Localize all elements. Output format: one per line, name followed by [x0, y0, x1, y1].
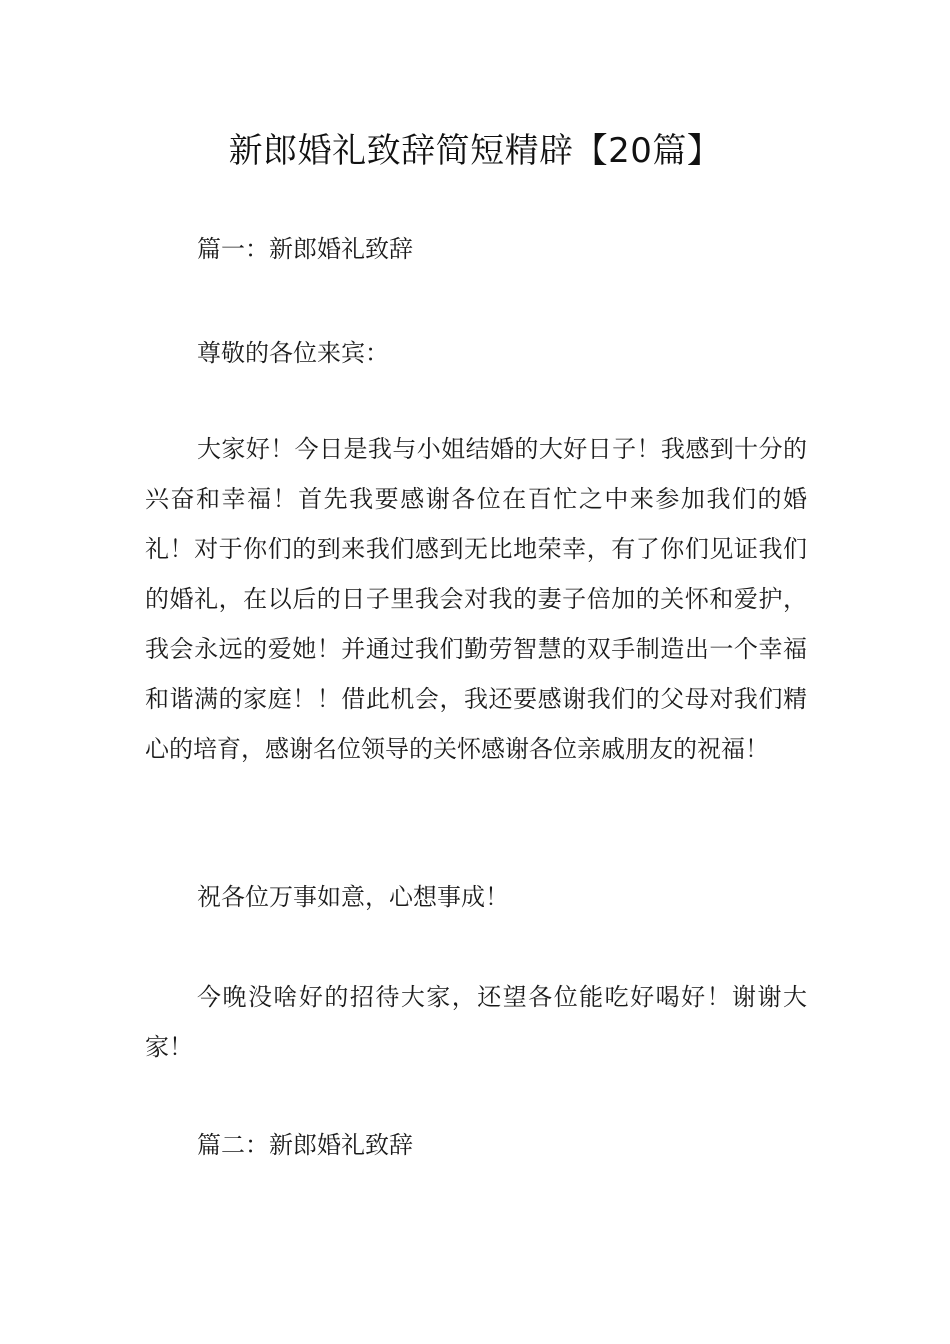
wish-paragraph: 祝各位万事如意，心想事成！: [197, 883, 509, 911]
section-heading-1: 篇一：新郎婚礼致辞: [197, 235, 413, 263]
section-heading-2: 篇二：新郎婚礼致辞: [197, 1131, 413, 1159]
body-paragraph: 大家好！今日是我与小姐结婚的大好日子！我感到十分的兴奋和幸福！首先我要感谢各位在百忙之中来参加我们的婚礼！对于你们的到来我们感到无比地荣幸，有了你们见证我们的婚礼，在以后的日子里我会对我的妻子倍加的关怀和爱护，我会永远的爱她！并通过我们勤劳智慧的双手制造出一个幸福和谐满的家庭！！借此机会，我还要感谢我们的父母对我们精心的培育，感谢名位领导的关怀感谢各位亲戚朋友的祝福！: [145, 435, 807, 763]
thanks-paragraph: 今晚没啥好的招待大家，还望各位能吃好喝好！谢谢大家！: [145, 983, 807, 1061]
greeting-paragraph: 尊敬的各位来宾：: [197, 339, 389, 367]
document-title: 新郎婚礼致辞简短精辟【20篇】: [228, 131, 722, 171]
